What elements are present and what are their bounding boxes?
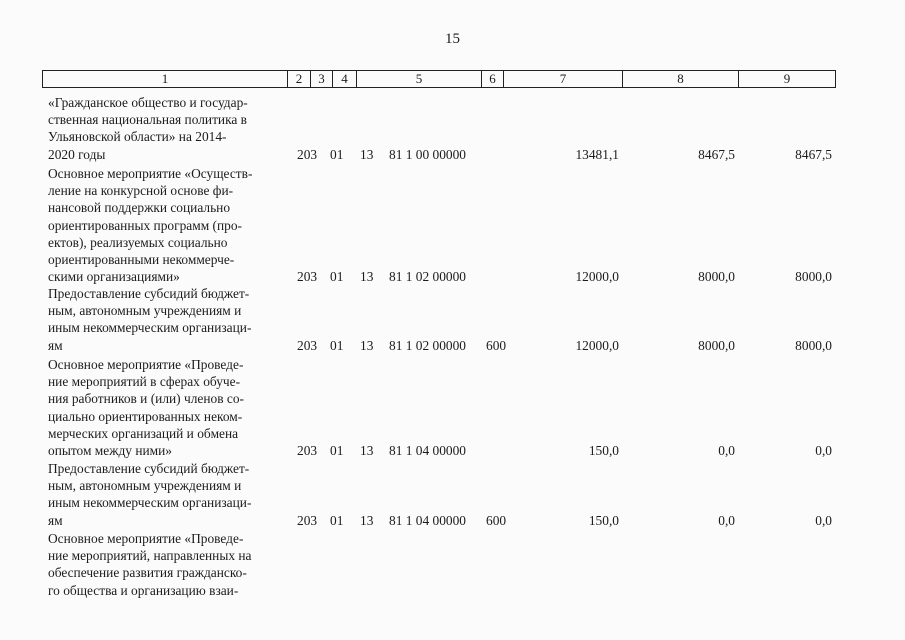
row-description-line: 2020 годы [48, 146, 106, 162]
header-col-8: 8 [623, 71, 739, 87]
row-description-line: ям [48, 512, 63, 528]
cell-col-3: 01 [330, 269, 344, 285]
cell-col-7: 12000,0 [575, 337, 619, 353]
row-description-line: ния работников и (или) членов со- [48, 391, 244, 407]
cell-col-8: 0,0 [718, 512, 735, 528]
row-description-line: Основное мероприятие «Проведе- [48, 357, 244, 372]
cell-col-2: 203 [297, 337, 318, 353]
header-col-6: 6 [482, 71, 504, 87]
cell-col-4: 13 [360, 146, 374, 162]
row-description-line: го общества и организацию взаи- [48, 582, 239, 598]
row-description [48, 460, 285, 529]
cell-col-4: 13 [360, 269, 374, 285]
cell-col-7: 150,0 [588, 443, 619, 458]
cell-col-2: 203 [297, 443, 318, 458]
row-description-line: «Гражданское общество и государ- [48, 95, 248, 110]
row-description-line: Предоставление субсидий бюджет- [48, 286, 250, 301]
cell-col-3: 01 [330, 512, 344, 528]
row-description [48, 530, 285, 599]
row-description-line: ориентированными некоммерче- [48, 252, 235, 268]
header-col-4: 4 [333, 71, 357, 87]
cell-col-8: 8000,0 [698, 269, 735, 285]
cell-col-3: 01 [330, 146, 344, 162]
row-description-line: ориентированных программ (про- [48, 217, 242, 233]
cell-col-5: 81 1 04 00000 [389, 443, 466, 458]
row-description-line: обеспечение развития гражданско- [48, 565, 247, 581]
cell-col-9: 8000,0 [795, 337, 832, 353]
row-description-line: ственная национальная политика в [48, 112, 248, 128]
cell-col-4: 13 [360, 512, 374, 528]
cell-col-9: 0,0 [815, 512, 832, 528]
cell-col-4: 13 [360, 443, 374, 458]
row-description-line: Основное мероприятие «Проведе- [48, 531, 244, 546]
row-description-line: ектов), реализуемых социально [48, 234, 228, 250]
cell-col-5: 81 1 02 00000 [389, 269, 466, 285]
row-description [48, 165, 285, 285]
row-description-line: скими организациями» [48, 269, 180, 285]
row-description-line: мерческих организаций и обмена [48, 425, 239, 441]
cell-col-4: 13 [360, 337, 374, 353]
cell-col-2: 203 [297, 269, 318, 285]
cell-col-7: 12000,0 [575, 269, 619, 285]
cell-col-8: 8000,0 [698, 337, 735, 353]
cell-col-5: 81 1 00 00000 [389, 146, 466, 162]
row-description-line: ление на конкурсной основе фи- [48, 183, 234, 199]
row-description-line: Ульяновской области» на 2014- [48, 129, 227, 145]
row-description-line: циально ориентированных неком- [48, 408, 243, 424]
row-description-line: нансовой поддержки социально [48, 200, 231, 216]
cell-col-5: 81 1 04 00000 [389, 512, 466, 528]
cell-col-5: 81 1 02 00000 [389, 337, 466, 353]
cell-col-3: 01 [330, 337, 344, 353]
row-description-line: ние мероприятий в сферах обуче- [48, 374, 241, 390]
cell-col-7: 150,0 [588, 512, 619, 528]
cell-col-6: 600 [486, 337, 507, 353]
row-description [48, 94, 285, 163]
row-description-line: Основное мероприятие «Осуществ- [48, 166, 253, 181]
row-description-line: Предоставление субсидий бюджет- [48, 461, 250, 476]
header-col-5: 5 [357, 71, 482, 87]
cell-col-8: 8467,5 [698, 146, 735, 162]
cell-col-2: 203 [297, 146, 318, 162]
cell-col-9: 8467,5 [795, 146, 832, 162]
header-col-1: 1 [43, 71, 288, 87]
cell-col-3: 01 [330, 443, 344, 458]
header-col-3: 3 [311, 71, 333, 87]
cell-col-6: 600 [486, 512, 507, 528]
row-description-line: ям [48, 337, 63, 353]
row-description [48, 356, 285, 459]
header-col-2: 2 [288, 71, 311, 87]
cell-col-7: 13481,1 [575, 146, 619, 162]
row-description-line: ние мероприятий, направленных на [48, 548, 252, 564]
cell-col-9: 8000,0 [795, 269, 832, 285]
row-description-line: ным, автономным учреждениям и [48, 303, 242, 319]
row-description [48, 285, 285, 354]
row-description-line: опытом между ними» [48, 443, 172, 459]
row-description-line: иным некоммерческим организаци- [48, 495, 252, 511]
table-header [42, 70, 836, 88]
header-col-7: 7 [504, 71, 623, 87]
page-number: 15 [445, 31, 460, 47]
cell-col-9: 0,0 [815, 443, 832, 458]
row-description-line: ным, автономным учреждениям и [48, 478, 242, 494]
header-col-9: 9 [783, 71, 791, 86]
cell-col-8: 0,0 [718, 443, 735, 458]
row-description-line: иным некоммерческим организаци- [48, 320, 252, 336]
cell-col-2: 203 [297, 512, 318, 528]
